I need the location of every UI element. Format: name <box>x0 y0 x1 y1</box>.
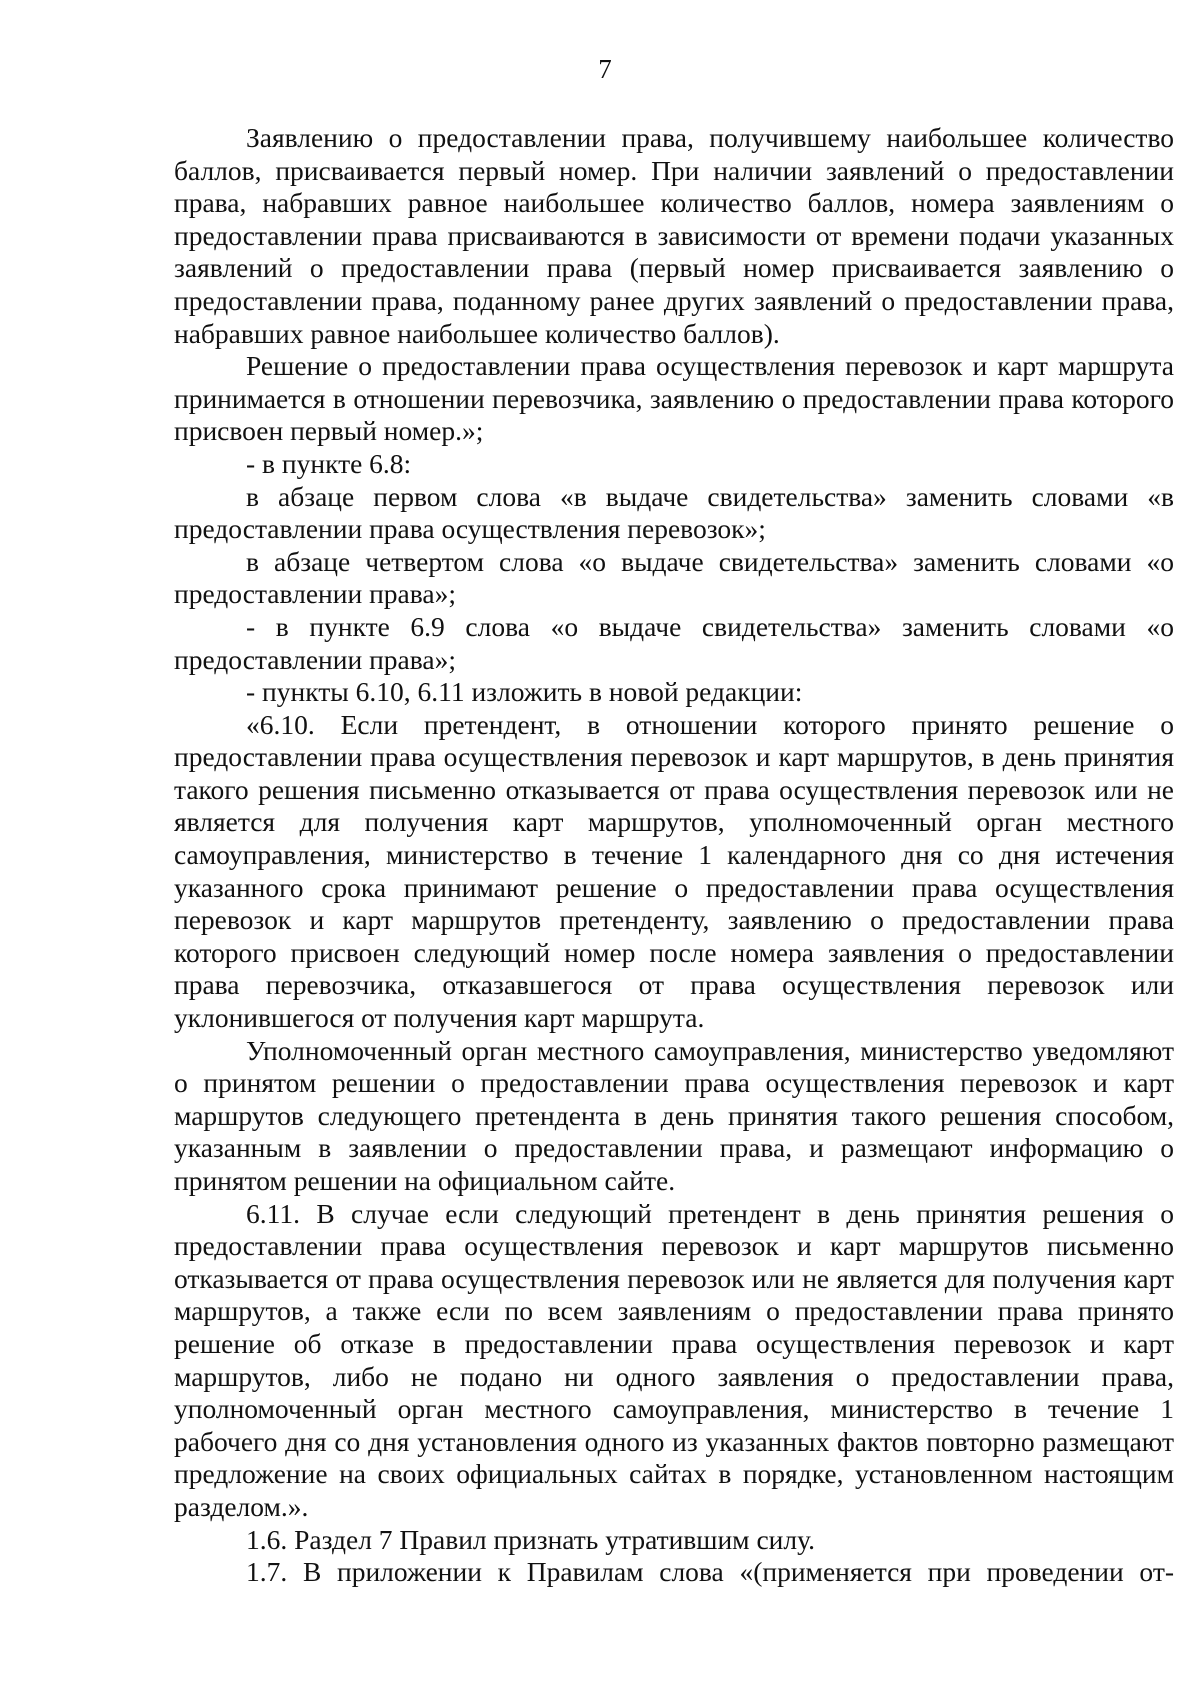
paragraph-first-abzac: в абзаце первом слова «в выдаче свидетельства» заменить словами «в предоставлении права осуществления перевозок»; <box>174 480 1174 545</box>
paragraph-numbering-rule: Заявлению о предоставлении права, получившему наибольшее количество баллов, присваивается первый номер. При наличии заявлений о предоставлении права, набравших равное наибольшее количество баллов, номера заявлениям о предоставлении права присваиваются в зависимости от времени подачи указанных заявлений о предоставлении права (первый номер присваивается заявлению о предоставлении права, поданному ранее других заявлений о предоставлении права, набравших равное наибольшее количество баллов). <box>174 122 1174 349</box>
paragraph-point-6-9: - в пункте 6.9 слова «о выдаче свидетельства» заменить словами «о предоставлении права»; <box>174 610 1174 675</box>
paragraph-points-6-10-6-11: - пункты 6.10, 6.11 изложить в новой редакции: <box>246 676 803 708</box>
paragraph-1-7: 1.7. В приложении к Правилам слова «(применяется при проведении от- <box>246 1556 1174 1588</box>
paragraph-point-6-8: - в пункте 6.8: <box>246 447 412 479</box>
paragraph-6-10: «6.10. Если претендент, в отношении которого принято решение о предоставлении права осуществления перевозок и карт маршрутов, в день принятия такого решения письменно отказывается от права осуществления перевозок или не является для получения карт маршрутов, уполномоченный орган местного самоуправления, министерство в течение 1 календарного дня со дня истечения указанного срока принимают решение о предоставлении права осуществления перевозок и карт маршрутов претенденту, заявлению о предоставлении права которого присвоен следующий номер после номера заявления о предоставлении права перевозчика, отказавшегося от права осуществления перевозок или уклонившегося от получения карт маршрута. <box>174 708 1174 1034</box>
paragraph-6-11: 6.11. В случае если следующий претендент в день принятия решения о предоставлении права осуществления перевозок и карт маршрутов письменно отказывается от права осуществления перевозок или не является для получения карт маршрутов, а также если по всем заявлениям о предоставлении права принято решение об отказе в предоставлении права осуществления перевозок и карт маршрутов, либо не подано ни одного заявления о предоставлении права, уполномоченный орган местного самоуправления, министерство в течение 1 рабочего дня со дня установления одного из указанных фактов повторно размещают предложение на своих официальных сайтах в порядке, установленном настоящим разделом.». <box>174 1197 1174 1522</box>
paragraph-notification: Уполномоченный орган местного самоуправления, министерство уведомляют о принятом решении о предоставлении права осуществления перевозок и карт маршрутов следующего претендента в день принятия такого решения способом, указанным в заявлении о предоставлении права, и размещают информацию о принятом решении на официальном сайте. <box>174 1034 1174 1196</box>
page-number: 7 <box>598 54 612 84</box>
document-body <box>174 122 1174 1589</box>
paragraph-decision-first-number: Решение о предоставлении права осуществления перевозок и карт маршрута принимается в отношении перевозчика, заявлению о предоставлении права которого присвоен первый номер.»; <box>174 350 1174 447</box>
paragraph-1-6: 1.6. Раздел 7 Правил признать утратившим силу. <box>246 1523 815 1555</box>
paragraph-fourth-abzac: в абзаце четвертом слова «о выдаче свидетельства» заменить словами «о предоставлении права»; <box>174 545 1174 610</box>
